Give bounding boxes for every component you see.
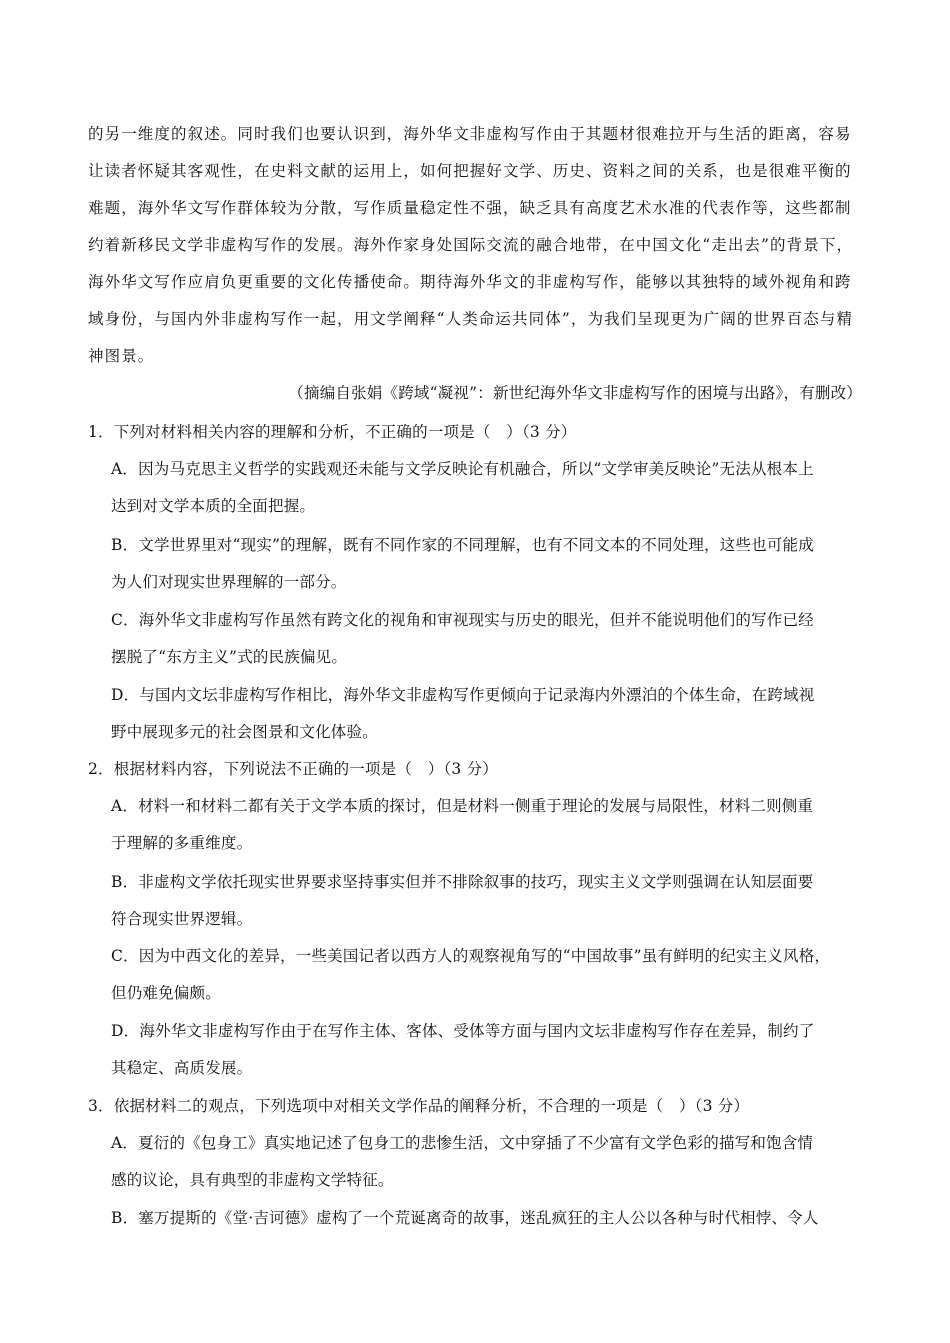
passage-line: 域身份，与国内外非虚构写作一起，用文学阐释“人类命运共同体”，为我们呈现更为广阔的世界百态与精 [88,310,854,328]
question-3-option-a: A．夏衍的《包身工》真实地记述了包身工的悲惨生活，文中穿插了不少富有文学色彩的描写和饱含情 [111,1134,814,1152]
question-1-option-a-cont: 达到对文学本质的全面把握。 [111,497,316,515]
question-2-option-c: C．因为中西文化的差异，一些美国记者以西方人的观察视角写的“中国故事”虽有鲜明的纪实主义风格， [111,947,831,965]
question-3-stem: 3．依据材料二的观点，下列选项中对相关文学作品的阐释分析，不合理的一项是（ ）（3 分） [88,1097,750,1115]
question-1-stem: 1．下列对材料相关内容的理解和分析，不正确的一项是（ ）（3 分） [88,423,577,441]
passage-line: 的另一维度的叙述。同时我们也要认识到，海外华文非虚构写作由于其题材很难拉开与生活的距离，容易 [88,125,852,143]
passage-source: （摘编自张娟《跨域“凝视”：新世纪海外华文非虚构写作的困境与出路》，有删改） [288,384,862,402]
question-1-option-b: B．文学世界里对“现实”的理解，既有不同作家的不同理解，也有不同文本的不同处理，这些也可能成 [111,536,814,554]
question-2-option-b-cont: 符合现实世界逻辑。 [111,910,253,928]
question-2-option-d-cont: 其稳定、高质发展。 [111,1059,253,1077]
question-2-stem: 2．根据材料内容，下列说法不正确的一项是（ ）（3 分） [88,760,499,778]
question-1-option-d-cont: 野中展现多元的社会图景和文化体验。 [111,723,378,741]
passage-line: 难题，海外华文写作群体较为分散，写作质量稳定性不强，缺乏具有高度艺术水准的代表作等，这些都制 [88,199,852,217]
question-1-option-c-cont: 摆脱了“东方主义”式的民族偏见。 [111,648,348,666]
question-2-option-c-cont: 但仍难免偏颇。 [111,984,221,1002]
question-3-option-b: B．塞万提斯的《堂·吉诃德》虚构了一个荒诞离奇的故事，迷乱疯狂的主人公以各种与时代相悖、令人 [111,1209,819,1227]
question-2-option-d: D．海外华文非虚构写作由于在写作主体、客体、受体等方面与国内文坛非虚构写作存在差异，制约了 [111,1022,815,1040]
passage-line: 约着新移民文学非虚构写作的发展。海外作家身处国际交流的融合地带，在中国文化“走出去”的背景下， [88,236,854,254]
passage-line: 神图景。 [88,347,155,365]
question-2-option-a-cont: 于理解的多重维度。 [111,834,253,852]
question-1-option-d: D．与国内文坛非虚构写作相比，海外华文非虚构写作更倾向于记录海内外漂泊的个体生命，在跨域视 [111,686,815,704]
question-2-option-b: B．非虚构文学依托现实世界要求坚持事实但并不排除叙事的技巧，现实主义文学则强调在认知层面要 [111,873,814,891]
question-1-option-a: A．因为马克思主义哲学的实践观还未能与文学反映论有机融合，所以“文学审美反映论”无法从根本上 [111,460,814,478]
question-1-option-c: C．海外华文非虚构写作虽然有跨文化的视角和审视现实与历史的眼光，但并不能说明他们的写作已经 [111,611,814,629]
question-3-option-a-cont: 感的议论，具有典型的非虚构文学特征。 [111,1171,394,1189]
question-1-option-b-cont: 为人们对现实世界理解的一部分。 [111,573,347,591]
passage-line: 海外华文写作应肩负更重要的文化传播使命。期待海外华文的非虚构写作，能够以其独特的域外视角和跨 [88,273,852,291]
passage-line: 让读者怀疑其客观性，在史料文献的运用上，如何把握好文学、历史、资料之间的关系，也是很难平衡的 [88,162,852,180]
question-2-option-a: A．材料一和材料二都有关于文学本质的探讨，但是材料一侧重于理论的发展与局限性，材料二则侧重 [111,797,814,815]
